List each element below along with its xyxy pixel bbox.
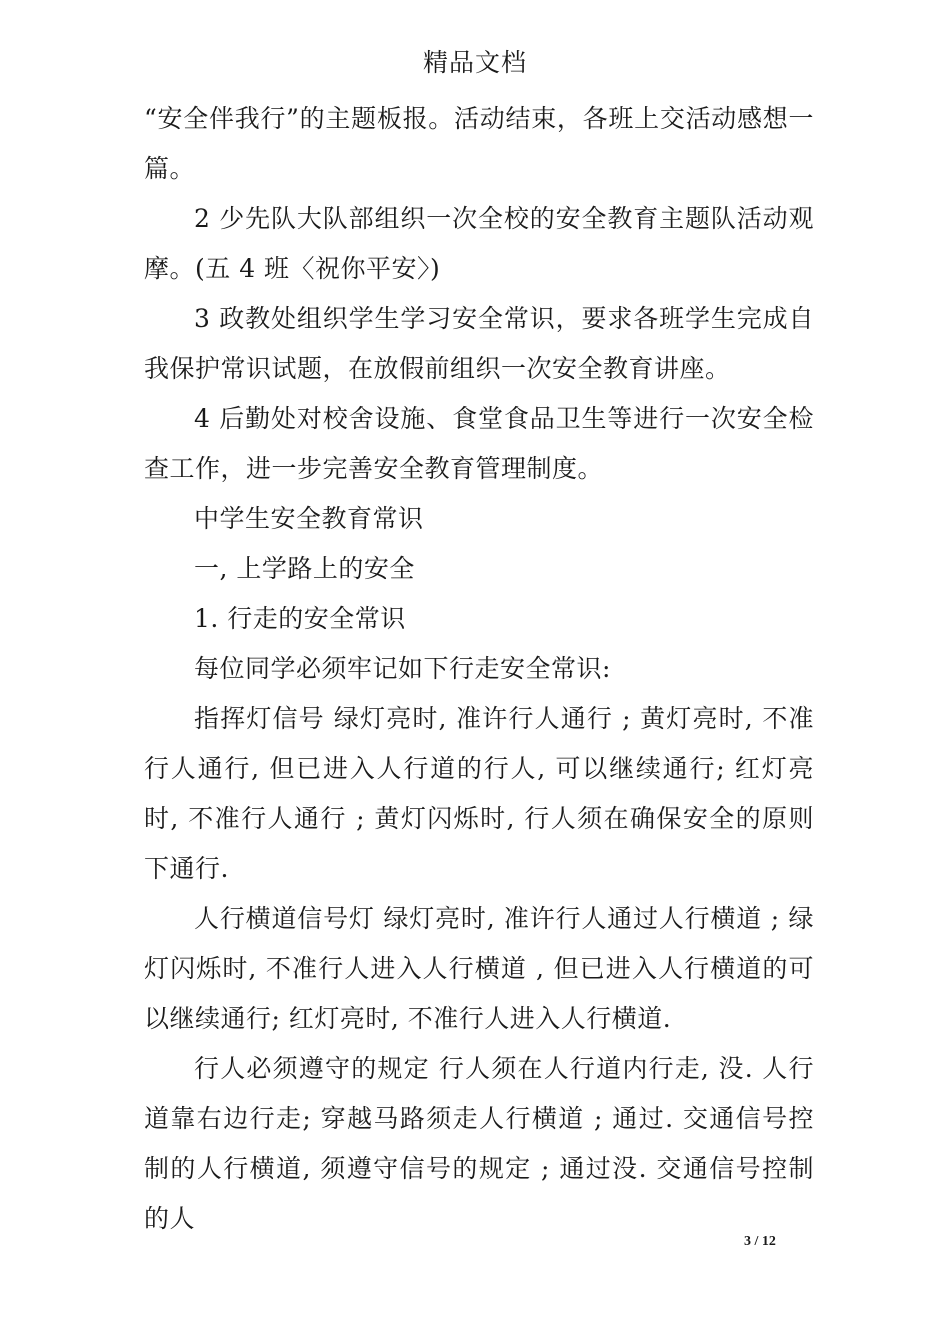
- paragraph-1: “安全伴我行”的主题板报。活动结束，各班上交活动感想一篇。: [144, 104, 814, 183]
- document-body: [144, 94, 814, 1244]
- paragraph-3: 3 政教处组织学生学习安全常识，要求各班学生完成自我保护常识试题，在放假前组织一次安全教育讲座。: [144, 304, 814, 383]
- topic-heading: 1. 行走的安全常识: [194, 604, 406, 633]
- page-header-title: 精品文档: [422, 48, 527, 77]
- paragraph-intro: 每位同学必须牢记如下行走安全常识:: [194, 654, 611, 683]
- paragraph-2: 2 少先队大队部组织一次全校的安全教育主题队活动观摩。(五 4 班〈祝你平安〉): [144, 204, 814, 283]
- paragraph-crosswalk-lights: 人行横道信号灯 绿灯亮时, 准许行人通过人行横道 ; 绿灯闪烁时, 不准行人进入人行横道 , 但已进入人行横道的可以继续通行; 红灯亮时, 不准行人进入人行横道.: [144, 904, 814, 1033]
- paragraph-pedestrian-rules: 行人必须遵守的规定 行人须在人行道内行走, 没. 人行道靠右边行走; 穿越马路须走人行横道 ; 通过. 交通信号控制的人行横道, 须遵守信号的规定 ; 通过没. 交通信号控制的人: [144, 1054, 814, 1233]
- paragraph-signal-lights: 指挥灯信号 绿灯亮时, 准许行人通行 ; 黄灯亮时, 不准行人通行, 但已进入人行道的行人, 可以继续通行; 红灯亮时, 不准行人通行 ; 黄灯闪烁时, 行人须在确保安全的原则下通行.: [144, 704, 814, 883]
- section-heading: 中学生安全教育常识: [194, 504, 424, 533]
- page-number: 3 / 12: [744, 1234, 776, 1249]
- subsection-heading: 一, 上学路上的安全: [194, 554, 415, 583]
- paragraph-4: 4 后勤处对校舍设施、食堂食品卫生等进行一次安全检查工作，进一步完善安全教育管理制度。: [144, 404, 814, 483]
